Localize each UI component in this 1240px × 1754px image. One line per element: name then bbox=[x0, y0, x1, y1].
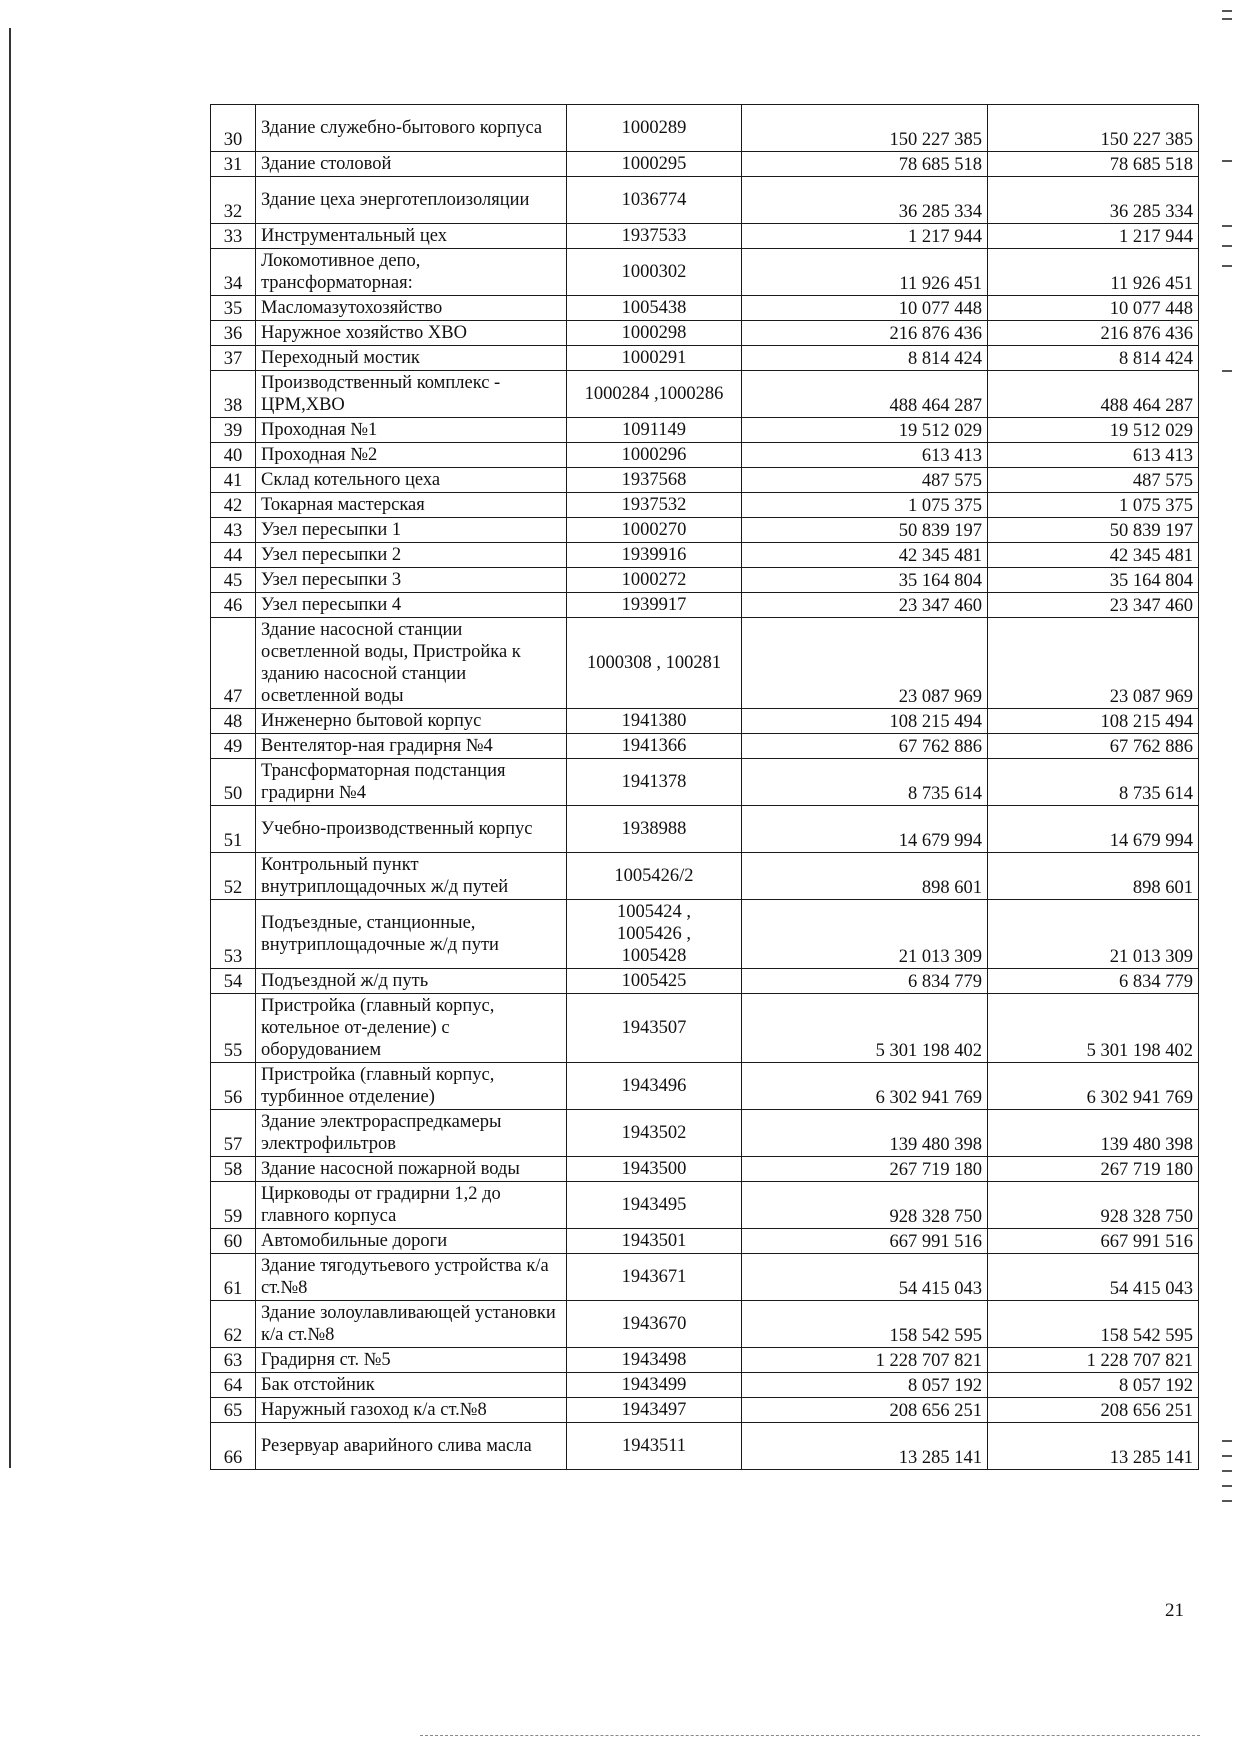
book-value-cell: 6 834 779 bbox=[742, 969, 988, 994]
margin-scan-marks bbox=[1212, 0, 1232, 1754]
inventory-number: 1036774 bbox=[621, 190, 687, 210]
table-row bbox=[211, 994, 1199, 1063]
table-row bbox=[211, 1063, 1199, 1110]
assessed-value-cell: 488 464 287 bbox=[988, 371, 1199, 418]
book-value-cell: 267 719 180 bbox=[742, 1157, 988, 1182]
binding-edge-line bbox=[9, 28, 11, 1468]
row-number-cell: 43 bbox=[211, 518, 256, 543]
book-value-cell: 23 087 969 bbox=[742, 618, 988, 709]
book-value-cell: 1 228 707 821 bbox=[742, 1348, 988, 1373]
assessed-value-cell: 208 656 251 bbox=[988, 1398, 1199, 1423]
inventory-number-cell bbox=[567, 1157, 742, 1182]
inventory-number: 1941378 bbox=[621, 772, 687, 792]
scan-tick-mark bbox=[1222, 18, 1232, 20]
assessed-value-cell: 19 512 029 bbox=[988, 418, 1199, 443]
inventory-number-cell bbox=[567, 152, 742, 177]
inventory-number-cell bbox=[567, 346, 742, 371]
row-number-cell: 33 bbox=[211, 224, 256, 249]
assessed-value-cell: 14 679 994 bbox=[988, 806, 1199, 853]
table-row bbox=[211, 1229, 1199, 1254]
inventory-number-cell bbox=[567, 443, 742, 468]
book-value-cell: 150 227 385 bbox=[742, 105, 988, 152]
row-number-cell: 56 bbox=[211, 1063, 256, 1110]
inventory-number: 1000289 bbox=[621, 118, 687, 138]
object-name-cell: Инструментальный цех bbox=[256, 224, 567, 249]
table-row bbox=[211, 969, 1199, 994]
object-name-cell: Проходная №2 bbox=[256, 443, 567, 468]
inventory-number-cell bbox=[567, 418, 742, 443]
book-value-cell: 5 301 198 402 bbox=[742, 994, 988, 1063]
scan-tick-mark bbox=[1222, 1455, 1232, 1457]
book-value-cell: 36 285 334 bbox=[742, 177, 988, 224]
object-name-cell: Контрольный пункт внутриплощадочных ж/д путей bbox=[256, 853, 567, 900]
book-value-cell: 8 814 424 bbox=[742, 346, 988, 371]
table-row bbox=[211, 249, 1199, 296]
inventory-number-cell bbox=[567, 1301, 742, 1348]
row-number-cell: 58 bbox=[211, 1157, 256, 1182]
inventory-number: 1000296 bbox=[621, 445, 687, 465]
inventory-number-cell bbox=[567, 1398, 742, 1423]
row-number-cell: 59 bbox=[211, 1182, 256, 1229]
book-value-cell: 8 057 192 bbox=[742, 1373, 988, 1398]
object-name-cell: Здание насосной станции осветленной воды, Пристройка к зданию насосной станции осветленной воды bbox=[256, 618, 567, 709]
assessed-value-cell: 158 542 595 bbox=[988, 1301, 1199, 1348]
table-row bbox=[211, 1398, 1199, 1423]
inventory-number: 1943501 bbox=[621, 1231, 687, 1251]
table-row bbox=[211, 493, 1199, 518]
inventory-number: 1000291 bbox=[621, 348, 687, 368]
row-number-cell: 62 bbox=[211, 1301, 256, 1348]
book-value-cell: 6 302 941 769 bbox=[742, 1063, 988, 1110]
row-number-cell: 57 bbox=[211, 1110, 256, 1157]
inventory-number: 1005424 , bbox=[617, 902, 691, 922]
assessed-value-cell: 487 575 bbox=[988, 468, 1199, 493]
book-value-cell: 78 685 518 bbox=[742, 152, 988, 177]
assessed-value-cell: 139 480 398 bbox=[988, 1110, 1199, 1157]
inventory-number-cell bbox=[567, 994, 742, 1063]
assessed-value-cell: 35 164 804 bbox=[988, 568, 1199, 593]
inventory-number-cell bbox=[567, 759, 742, 806]
row-number-cell: 36 bbox=[211, 321, 256, 346]
scan-tick-mark bbox=[1222, 225, 1232, 227]
object-name-cell: Здание золоулавливающей установки к/а ст.№8 bbox=[256, 1301, 567, 1348]
table-row bbox=[211, 853, 1199, 900]
property-registry-table bbox=[210, 104, 1199, 1470]
inventory-number-cell bbox=[567, 1229, 742, 1254]
inventory-number-cell bbox=[567, 709, 742, 734]
book-value-cell: 928 328 750 bbox=[742, 1182, 988, 1229]
book-value-cell: 108 215 494 bbox=[742, 709, 988, 734]
inventory-number-cell bbox=[567, 593, 742, 618]
inventory-number-cell bbox=[567, 249, 742, 296]
row-number-cell: 52 bbox=[211, 853, 256, 900]
row-number-cell: 42 bbox=[211, 493, 256, 518]
inventory-number-cell bbox=[567, 105, 742, 152]
scan-tick-mark bbox=[1222, 265, 1232, 267]
assessed-value-cell: 8 057 192 bbox=[988, 1373, 1199, 1398]
inventory-number-cell bbox=[567, 1373, 742, 1398]
inventory-number-cell bbox=[567, 1423, 742, 1470]
row-number-cell: 47 bbox=[211, 618, 256, 709]
table-row bbox=[211, 418, 1199, 443]
book-value-cell: 54 415 043 bbox=[742, 1254, 988, 1301]
object-name-cell: Здание электрораспредкамеры электрофильтров bbox=[256, 1110, 567, 1157]
table-row bbox=[211, 543, 1199, 568]
table-row bbox=[211, 1110, 1199, 1157]
object-name-cell: Токарная мастерская bbox=[256, 493, 567, 518]
inventory-number-cell bbox=[567, 734, 742, 759]
book-value-cell: 487 575 bbox=[742, 468, 988, 493]
book-value-cell: 11 926 451 bbox=[742, 249, 988, 296]
book-value-cell: 216 876 436 bbox=[742, 321, 988, 346]
table-row bbox=[211, 321, 1199, 346]
assessed-value-cell: 898 601 bbox=[988, 853, 1199, 900]
assessed-value-cell: 54 415 043 bbox=[988, 1254, 1199, 1301]
object-name-cell: Подъездной ж/д путь bbox=[256, 969, 567, 994]
inventory-number: 1005426 , bbox=[617, 924, 691, 944]
inventory-number: 1000272 bbox=[621, 570, 687, 590]
row-number-cell: 31 bbox=[211, 152, 256, 177]
assessed-value-cell: 1 228 707 821 bbox=[988, 1348, 1199, 1373]
table-row bbox=[211, 806, 1199, 853]
object-name-cell: Инженерно бытовой корпус bbox=[256, 709, 567, 734]
inventory-number: 1943500 bbox=[621, 1159, 687, 1179]
assessed-value-cell: 23 347 460 bbox=[988, 593, 1199, 618]
table-row bbox=[211, 1254, 1199, 1301]
assessed-value-cell: 8 814 424 bbox=[988, 346, 1199, 371]
object-name-cell: Узел пересыпки 2 bbox=[256, 543, 567, 568]
inventory-number-cell bbox=[567, 371, 742, 418]
assessed-value-cell: 36 285 334 bbox=[988, 177, 1199, 224]
book-value-cell: 35 164 804 bbox=[742, 568, 988, 593]
registry-table-body bbox=[211, 105, 1199, 1470]
inventory-number-cell bbox=[567, 1182, 742, 1229]
row-number-cell: 37 bbox=[211, 346, 256, 371]
book-value-cell: 208 656 251 bbox=[742, 1398, 988, 1423]
object-name-cell: Локомотивное депо, трансформаторная: bbox=[256, 249, 567, 296]
inventory-number: 1943670 bbox=[621, 1314, 687, 1334]
object-name-cell: Масломазутохозяйство bbox=[256, 296, 567, 321]
assessed-value-cell: 108 215 494 bbox=[988, 709, 1199, 734]
inventory-number: 1005426/2 bbox=[614, 866, 694, 886]
inventory-number: 1000284 ,1000286 bbox=[584, 384, 724, 404]
inventory-number: 1091149 bbox=[621, 420, 687, 440]
inventory-number: 1943502 bbox=[621, 1123, 687, 1143]
object-name-cell: Бак отстойник bbox=[256, 1373, 567, 1398]
inventory-number: 1943507 bbox=[621, 1018, 687, 1038]
row-number-cell: 32 bbox=[211, 177, 256, 224]
table-row bbox=[211, 709, 1199, 734]
scan-tick-mark bbox=[1222, 1500, 1232, 1502]
inventory-number: 1005425 bbox=[621, 971, 687, 991]
scan-tick-mark bbox=[1222, 160, 1232, 162]
inventory-number: 1943496 bbox=[621, 1076, 687, 1096]
inventory-number: 1943499 bbox=[621, 1375, 687, 1395]
table-row bbox=[211, 1423, 1199, 1470]
book-value-cell: 1 217 944 bbox=[742, 224, 988, 249]
assessed-value-cell: 216 876 436 bbox=[988, 321, 1199, 346]
assessed-value-cell: 8 735 614 bbox=[988, 759, 1199, 806]
inventory-number-cell bbox=[567, 296, 742, 321]
row-number-cell: 65 bbox=[211, 1398, 256, 1423]
inventory-number: 1943495 bbox=[621, 1195, 687, 1215]
object-name-cell: Здание насосной пожарной воды bbox=[256, 1157, 567, 1182]
inventory-number-cell bbox=[567, 321, 742, 346]
book-value-cell: 613 413 bbox=[742, 443, 988, 468]
book-value-cell: 50 839 197 bbox=[742, 518, 988, 543]
row-number-cell: 48 bbox=[211, 709, 256, 734]
inventory-number-cell bbox=[567, 853, 742, 900]
assessed-value-cell: 6 302 941 769 bbox=[988, 1063, 1199, 1110]
object-name-cell: Наружный газоход к/а ст.№8 bbox=[256, 1398, 567, 1423]
assessed-value-cell: 6 834 779 bbox=[988, 969, 1199, 994]
inventory-number: 1000308 , 100281 bbox=[586, 653, 722, 673]
row-number-cell: 55 bbox=[211, 994, 256, 1063]
book-value-cell: 21 013 309 bbox=[742, 900, 988, 969]
table-row bbox=[211, 900, 1199, 969]
inventory-number: 1938988 bbox=[621, 819, 687, 839]
object-name-cell: Переходный мостик bbox=[256, 346, 567, 371]
book-value-cell: 158 542 595 bbox=[742, 1301, 988, 1348]
table-row bbox=[211, 105, 1199, 152]
inventory-number-cell bbox=[567, 1063, 742, 1110]
object-name-cell: Склад котельного цеха bbox=[256, 468, 567, 493]
scan-tick-mark bbox=[1222, 1485, 1232, 1487]
row-number-cell: 44 bbox=[211, 543, 256, 568]
inventory-number: 1941366 bbox=[621, 736, 687, 756]
row-number-cell: 66 bbox=[211, 1423, 256, 1470]
inventory-number-cell bbox=[567, 493, 742, 518]
book-value-cell: 19 512 029 bbox=[742, 418, 988, 443]
inventory-number: 1937568 bbox=[621, 470, 687, 490]
book-value-cell: 139 480 398 bbox=[742, 1110, 988, 1157]
table-row bbox=[211, 346, 1199, 371]
row-number-cell: 49 bbox=[211, 734, 256, 759]
inventory-number: 1939917 bbox=[621, 595, 687, 615]
row-number-cell: 45 bbox=[211, 568, 256, 593]
row-number-cell: 51 bbox=[211, 806, 256, 853]
table-row bbox=[211, 1373, 1199, 1398]
assessed-value-cell: 5 301 198 402 bbox=[988, 994, 1199, 1063]
table-row bbox=[211, 593, 1199, 618]
assessed-value-cell: 150 227 385 bbox=[988, 105, 1199, 152]
row-number-cell: 54 bbox=[211, 969, 256, 994]
row-number-cell: 38 bbox=[211, 371, 256, 418]
assessed-value-cell: 42 345 481 bbox=[988, 543, 1199, 568]
object-name-cell: Учебно-производственный корпус bbox=[256, 806, 567, 853]
row-number-cell: 34 bbox=[211, 249, 256, 296]
row-number-cell: 53 bbox=[211, 900, 256, 969]
row-number-cell: 40 bbox=[211, 443, 256, 468]
object-name-cell: Резервуар аварийного слива масла bbox=[256, 1423, 567, 1470]
object-name-cell: Производственный комплекс - ЦРМ,ХВО bbox=[256, 371, 567, 418]
inventory-number: 1000298 bbox=[621, 323, 687, 343]
table-row bbox=[211, 1301, 1199, 1348]
object-name-cell: Автомобильные дороги bbox=[256, 1229, 567, 1254]
book-value-cell: 42 345 481 bbox=[742, 543, 988, 568]
table-row bbox=[211, 296, 1199, 321]
assessed-value-cell: 667 991 516 bbox=[988, 1229, 1199, 1254]
row-number-cell: 41 bbox=[211, 468, 256, 493]
book-value-cell: 1 075 375 bbox=[742, 493, 988, 518]
object-name-cell: Цирководы от градирни 1,2 до главного корпуса bbox=[256, 1182, 567, 1229]
book-value-cell: 488 464 287 bbox=[742, 371, 988, 418]
inventory-number: 1000270 bbox=[621, 520, 687, 540]
inventory-number: 1943498 bbox=[621, 1350, 687, 1370]
book-value-cell: 23 347 460 bbox=[742, 593, 988, 618]
assessed-value-cell: 1 217 944 bbox=[988, 224, 1199, 249]
inventory-number-cell bbox=[567, 806, 742, 853]
scan-tick-mark bbox=[1222, 245, 1232, 247]
inventory-number-cell bbox=[567, 618, 742, 709]
table-row bbox=[211, 568, 1199, 593]
inventory-number-cell bbox=[567, 543, 742, 568]
object-name-cell: Трансформаторная подстанция градирни №4 bbox=[256, 759, 567, 806]
inventory-number-cell bbox=[567, 177, 742, 224]
table-row bbox=[211, 152, 1199, 177]
footer-rule bbox=[420, 1735, 1200, 1736]
row-number-cell: 46 bbox=[211, 593, 256, 618]
object-name-cell: Градирня ст. №5 bbox=[256, 1348, 567, 1373]
object-name-cell: Подъездные, станционные, внутриплощадочные ж/д пути bbox=[256, 900, 567, 969]
assessed-value-cell: 11 926 451 bbox=[988, 249, 1199, 296]
inventory-number: 1000295 bbox=[621, 154, 687, 174]
assessed-value-cell: 613 413 bbox=[988, 443, 1199, 468]
table-row bbox=[211, 468, 1199, 493]
inventory-number-cell bbox=[567, 468, 742, 493]
inventory-number-cell bbox=[567, 1110, 742, 1157]
object-name-cell: Проходная №1 bbox=[256, 418, 567, 443]
book-value-cell: 14 679 994 bbox=[742, 806, 988, 853]
assessed-value-cell: 21 013 309 bbox=[988, 900, 1199, 969]
assessed-value-cell: 23 087 969 bbox=[988, 618, 1199, 709]
table-row bbox=[211, 518, 1199, 543]
row-number-cell: 60 bbox=[211, 1229, 256, 1254]
row-number-cell: 35 bbox=[211, 296, 256, 321]
scan-tick-mark bbox=[1222, 370, 1232, 372]
book-value-cell: 667 991 516 bbox=[742, 1229, 988, 1254]
inventory-number-cell bbox=[567, 900, 742, 969]
inventory-number-cell bbox=[567, 1254, 742, 1301]
row-number-cell: 30 bbox=[211, 105, 256, 152]
table-row bbox=[211, 1348, 1199, 1373]
row-number-cell: 61 bbox=[211, 1254, 256, 1301]
book-value-cell: 67 762 886 bbox=[742, 734, 988, 759]
row-number-cell: 50 bbox=[211, 759, 256, 806]
object-name-cell: Здание цеха энерготеплоизоляции bbox=[256, 177, 567, 224]
table-row bbox=[211, 224, 1199, 249]
table-row bbox=[211, 618, 1199, 709]
book-value-cell: 10 077 448 bbox=[742, 296, 988, 321]
assessed-value-cell: 50 839 197 bbox=[988, 518, 1199, 543]
inventory-number-cell bbox=[567, 969, 742, 994]
row-number-cell: 39 bbox=[211, 418, 256, 443]
assessed-value-cell: 1 075 375 bbox=[988, 493, 1199, 518]
inventory-number: 1943671 bbox=[621, 1267, 687, 1287]
inventory-number-cell bbox=[567, 568, 742, 593]
book-value-cell: 898 601 bbox=[742, 853, 988, 900]
inventory-number: 1943497 bbox=[621, 1400, 687, 1420]
scan-tick-mark bbox=[1222, 1470, 1232, 1472]
inventory-number: 1000302 bbox=[621, 262, 687, 282]
inventory-number: 1937532 bbox=[621, 495, 687, 515]
object-name-cell: Узел пересыпки 1 bbox=[256, 518, 567, 543]
book-value-cell: 13 285 141 bbox=[742, 1423, 988, 1470]
assessed-value-cell: 78 685 518 bbox=[988, 152, 1199, 177]
inventory-number: 1005428 bbox=[621, 946, 687, 966]
assessed-value-cell: 267 719 180 bbox=[988, 1157, 1199, 1182]
object-name-cell: Здание служебно-бытового корпуса bbox=[256, 105, 567, 152]
inventory-number: 1939916 bbox=[621, 545, 687, 565]
table-row bbox=[211, 734, 1199, 759]
assessed-value-cell: 13 285 141 bbox=[988, 1423, 1199, 1470]
table-row bbox=[211, 371, 1199, 418]
object-name-cell: Здание столовой bbox=[256, 152, 567, 177]
object-name-cell: Наружное хозяйство ХВО bbox=[256, 321, 567, 346]
inventory-number: 1941380 bbox=[621, 711, 687, 731]
inventory-number: 1937533 bbox=[621, 226, 687, 246]
row-number-cell: 63 bbox=[211, 1348, 256, 1373]
object-name-cell: Узел пересыпки 4 bbox=[256, 593, 567, 618]
object-name-cell: Пристройка (главный корпус, турбинное отделение) bbox=[256, 1063, 567, 1110]
object-name-cell: Вентелятор-ная градирня №4 bbox=[256, 734, 567, 759]
assessed-value-cell: 10 077 448 bbox=[988, 296, 1199, 321]
scan-tick-mark bbox=[1222, 10, 1232, 12]
inventory-number-cell bbox=[567, 1348, 742, 1373]
scan-tick-mark bbox=[1222, 1440, 1232, 1442]
assessed-value-cell: 928 328 750 bbox=[988, 1182, 1199, 1229]
object-name-cell: Узел пересыпки 3 bbox=[256, 568, 567, 593]
table-row bbox=[211, 443, 1199, 468]
inventory-number-cell bbox=[567, 518, 742, 543]
object-name-cell: Пристройка (главный корпус, котельное от-деление) с оборудованием bbox=[256, 994, 567, 1063]
book-value-cell: 8 735 614 bbox=[742, 759, 988, 806]
inventory-number: 1943511 bbox=[621, 1436, 687, 1456]
row-number-cell: 64 bbox=[211, 1373, 256, 1398]
inventory-number: 1005438 bbox=[621, 298, 687, 318]
table-row bbox=[211, 759, 1199, 806]
inventory-number-cell bbox=[567, 224, 742, 249]
object-name-cell: Здание тягодутьевого устройства к/а ст.№8 bbox=[256, 1254, 567, 1301]
assessed-value-cell: 67 762 886 bbox=[988, 734, 1199, 759]
table-row bbox=[211, 1157, 1199, 1182]
page-number: 21 bbox=[1165, 1600, 1184, 1621]
table-row bbox=[211, 177, 1199, 224]
table-row bbox=[211, 1182, 1199, 1229]
